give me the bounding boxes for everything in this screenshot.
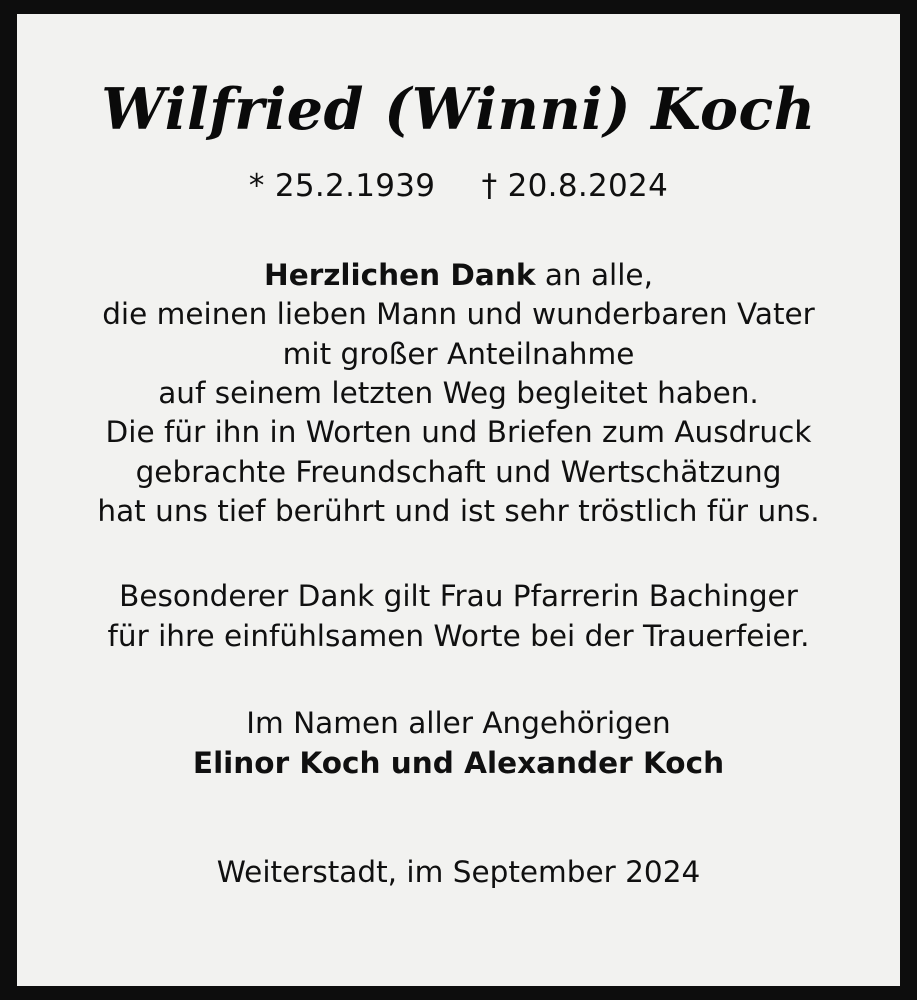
life-dates — [17, 168, 900, 204]
special-thanks-line: Besonderer Dank gilt Frau Pfarrerin Bachinger — [119, 579, 798, 614]
deceased-name: Wilfried (Winni) Koch — [101, 76, 816, 143]
thanks-headline — [17, 256, 900, 295]
thanks-lead: Herzlichen Dank — [264, 257, 536, 292]
thanks-message — [17, 256, 900, 532]
death-symbol: † — [481, 167, 498, 204]
birth-symbol: * — [248, 167, 265, 204]
thanks-line: hat uns tief berührt und ist sehr tröstlich für uns. — [97, 494, 820, 529]
thanks-lead-rest: an alle, — [535, 257, 653, 292]
closing-line: Im Namen aller Angehörigen — [246, 706, 671, 741]
thanks-line: gebrachte Freundschaft und Wertschätzung — [135, 454, 782, 489]
special-thanks — [17, 577, 900, 656]
signature-names: Elinor Koch und Alexander Koch — [192, 745, 725, 780]
place-and-date: Weiterstadt, im September 2024 — [216, 854, 701, 889]
obituary-content — [17, 76, 900, 1000]
special-thanks-line: für ihre einfühlsamen Worte bei der Trauerfeier. — [107, 618, 810, 653]
thanks-line: die meinen lieben Mann und wunderbaren Vater — [102, 297, 815, 332]
thanks-line: mit großer Anteilnahme — [282, 336, 635, 371]
birth-date: 25.2.1939 — [274, 167, 436, 204]
thanks-line: auf seinem letzten Weg begleitet haben. — [158, 375, 759, 410]
closing-block — [17, 704, 900, 783]
thanks-line: Die für ihn in Worten und Briefen zum Ausdruck — [105, 415, 812, 450]
death-date: 20.8.2024 — [507, 167, 669, 204]
